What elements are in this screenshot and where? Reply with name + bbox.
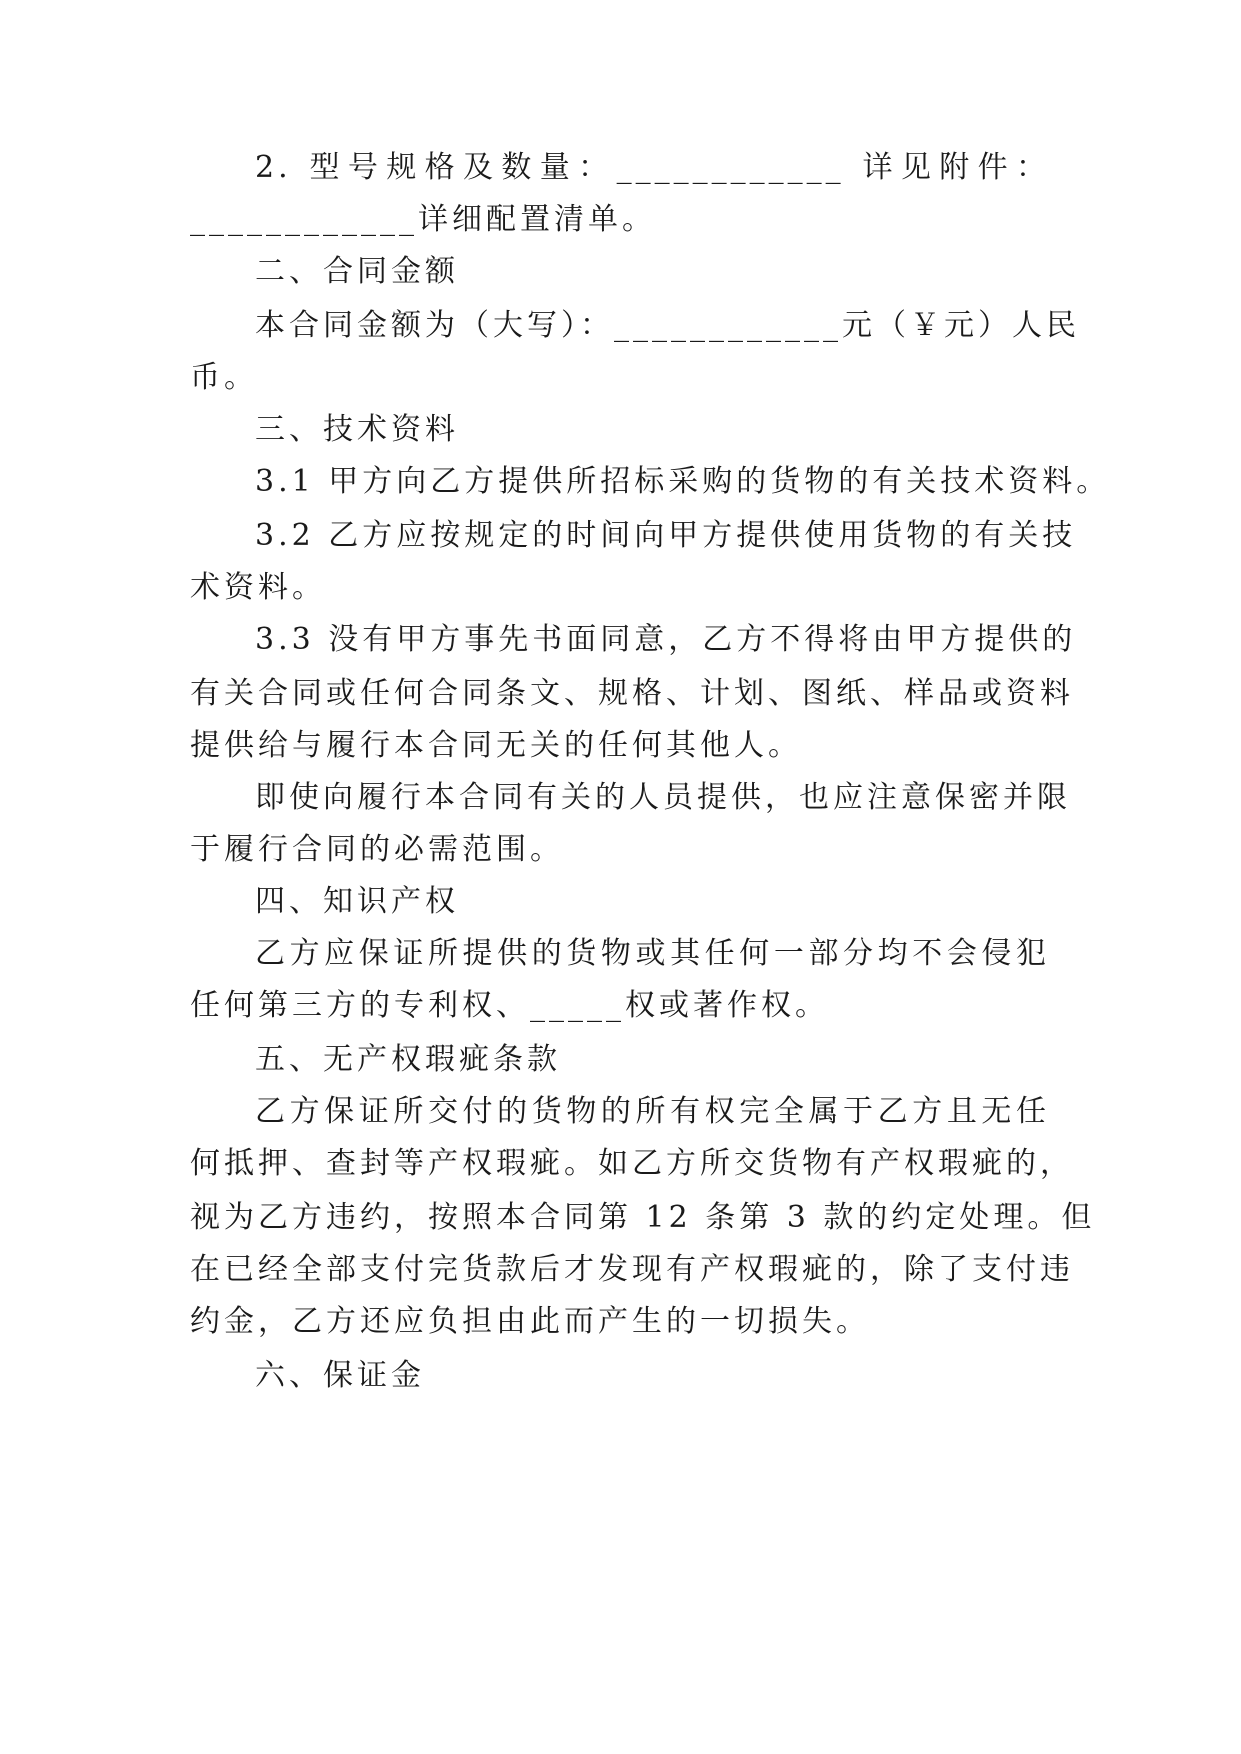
- clause-3-2-cont: 术资料。: [190, 570, 326, 605]
- section-heading-deposit: 六、保证金: [255, 1358, 425, 1393]
- section-heading-title-defect: 五、无产权瑕疵条款: [255, 1042, 561, 1077]
- contract-amount-line: 本合同金额为（大写）：____________元（￥元）人民: [255, 308, 1080, 343]
- clause-3-3-cont-2: 提供给与履行本合同无关的任何其他人。: [190, 728, 802, 763]
- confidentiality-paragraph-cont: 于履行合同的必需范围。: [190, 832, 564, 867]
- title-defect-paragraph-cont-3: 在已经全部支付完货款后才发现有产权瑕疵的，除了支付违: [190, 1252, 1074, 1287]
- title-defect-paragraph: 乙方保证所交付的货物的所有权完全属于乙方且无任: [255, 1094, 1050, 1129]
- contract-amount-line-cont: 币。: [190, 360, 258, 395]
- model-spec-line: 2. 型号规格及数量：____________ 详见附件：: [255, 150, 1050, 185]
- clause-3-2: 3.2 乙方应按规定的时间向甲方提供使用货物的有关技: [255, 518, 1077, 553]
- section-heading-contract-amount: 二、合同金额: [255, 254, 459, 289]
- section-heading-ip: 四、知识产权: [255, 884, 459, 919]
- clause-3-1: 3.1 甲方向乙方提供所招标采购的货物的有关技术资料。: [255, 464, 1111, 499]
- config-list-line: ____________详细配置清单。: [190, 202, 656, 237]
- title-defect-paragraph-cont-2: 视为乙方违约，按照本合同第 12 条第 3 款的约定处理。但: [190, 1200, 1096, 1235]
- clause-3-3-cont-1: 有关合同或任何合同条文、规格、计划、图纸、样品或资料: [190, 676, 1074, 711]
- title-defect-paragraph-cont-4: 约金，乙方还应负担由此而产生的一切损失。: [190, 1304, 870, 1339]
- section-heading-technical-data: 三、技术资料: [255, 412, 459, 447]
- confidentiality-paragraph: 即使向履行本合同有关的人员提供，也应注意保密并限: [255, 780, 1071, 815]
- ip-paragraph-cont: 任何第三方的专利权、_____权或著作权。: [190, 988, 829, 1023]
- clause-3-3: 3.3 没有甲方事先书面同意，乙方不得将由甲方提供的: [255, 622, 1077, 657]
- ip-paragraph: 乙方应保证所提供的货物或其任何一部分均不会侵犯: [255, 936, 1050, 971]
- title-defect-paragraph-cont-1: 何抵押、查封等产权瑕疵。如乙方所交货物有产权瑕疵的，: [190, 1146, 1074, 1181]
